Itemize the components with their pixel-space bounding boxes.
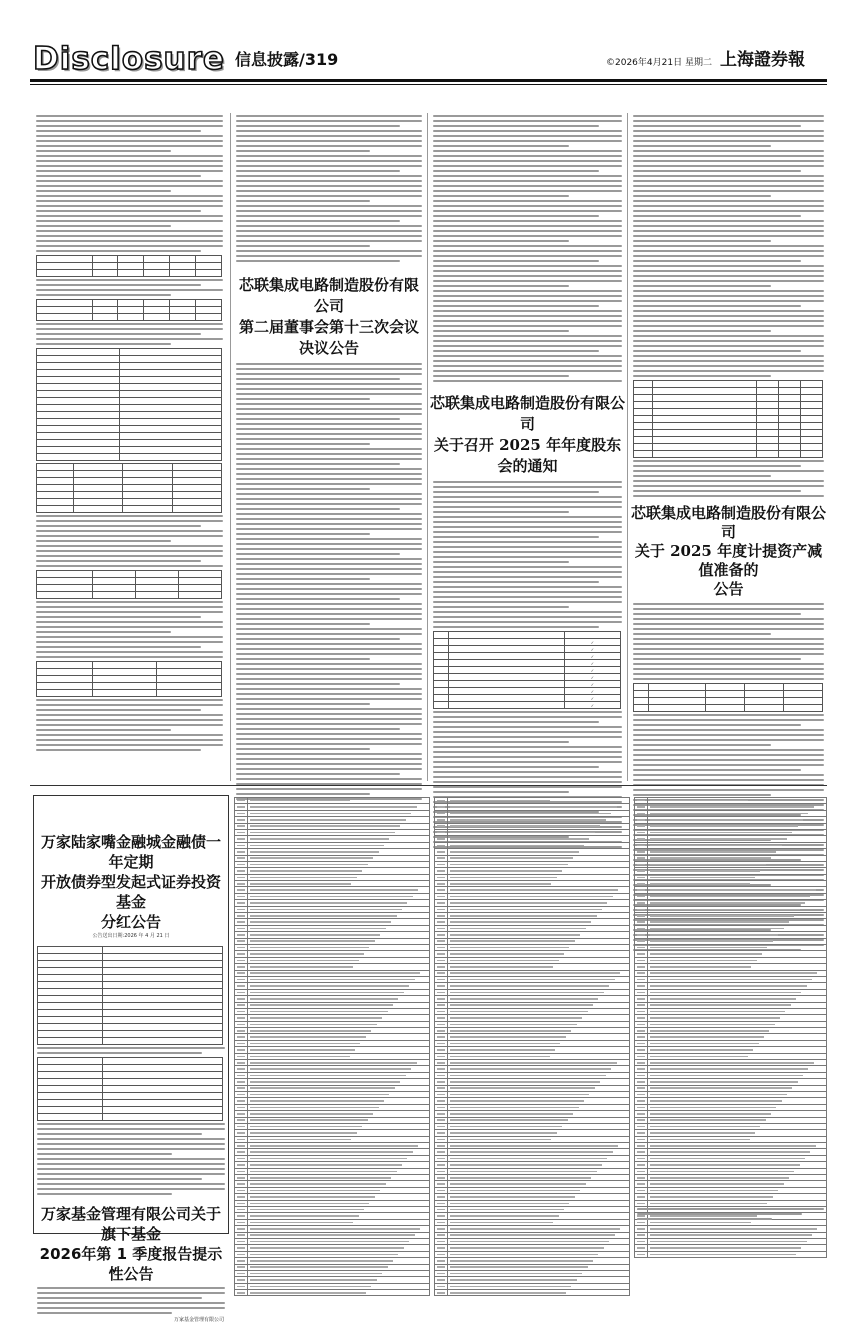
newspaper-name: 上海證券報: [720, 50, 805, 70]
section-separator: [30, 785, 827, 786]
body-text: [33, 115, 226, 252]
table-row: [435, 1290, 630, 1296]
fund-list-footer: [634, 1208, 827, 1232]
fund-dividend-table: [37, 1057, 223, 1121]
data-table: [36, 463, 222, 513]
data-table: [36, 661, 222, 697]
body-text: [630, 460, 827, 497]
fund-list-column-3: [634, 797, 827, 1203]
body-text: [430, 481, 625, 628]
body-text: [630, 603, 827, 680]
body-text: [33, 323, 226, 345]
issue-date: ©2026年4月21日 星期二: [606, 58, 712, 68]
body-text: [34, 1287, 228, 1314]
body-text: [630, 115, 827, 377]
data-table: [36, 299, 222, 321]
impairment-table: [633, 683, 823, 712]
body-text: [33, 699, 226, 751]
body-text: [233, 115, 425, 262]
body-text: [33, 515, 226, 567]
fund-dividend-title: 万家陆家嘴金融城金融债一年定期 开放债券型发起式证券投资基金 分红公告: [40, 833, 221, 931]
body-text: [430, 115, 625, 382]
column-3: [430, 115, 625, 780]
fund-list-table: [234, 797, 430, 1296]
body-text: [33, 279, 226, 296]
fund-report-signature: 万家基金管理有限公司: [173, 1317, 224, 1323]
table-row: [635, 1251, 827, 1257]
table-row: [235, 1290, 430, 1296]
fund-report-title: 万家基金管理有限公司关于旗下基金 2026年第 1 季度报告提示性公告: [39, 1205, 223, 1283]
fund-list-column-1: [234, 797, 430, 1233]
fund-dividend-date: 公告送出日期:2026 年 4 月 21 日: [92, 933, 170, 939]
fund-list-table: [434, 797, 630, 1296]
column-4: [630, 115, 827, 780]
fund-announcement-box: [33, 795, 229, 1323]
fund-list-table: [634, 797, 827, 1258]
body-text: [233, 363, 425, 800]
shareholder-meeting-title: 芯联集成电路制造股份有限公司 关于召开 2025 年年度股东会的通知: [430, 394, 626, 475]
column-2: [233, 115, 425, 780]
masthead-rule: [30, 79, 827, 82]
masthead-rule-thin: [30, 84, 827, 85]
column-1: [33, 115, 226, 780]
section-title: 信息披露/319: [235, 50, 339, 69]
board-resolution-title: 芯联集成电路制造股份有限公司 第二届董事会第十三次会议决议公告: [238, 276, 419, 357]
data-table: [36, 570, 222, 599]
fund-basic-table: [37, 946, 223, 1045]
proxy-form-table: [633, 380, 823, 458]
fund-list-column-2: [434, 797, 630, 1233]
body-text: [33, 601, 226, 658]
column-divider: [230, 113, 231, 781]
body-text: [34, 1047, 228, 1054]
column-divider: [427, 113, 428, 781]
impairment-title: 芯联集成电路制造股份有限公司 关于 2025 年度计提资产减值准备的 公告: [630, 504, 826, 598]
body-text: [34, 1123, 228, 1195]
brand-logo: Disclosure: [33, 41, 225, 77]
column-divider: [627, 113, 628, 781]
data-table: [36, 255, 222, 277]
data-table: [36, 348, 222, 461]
masthead: [0, 0, 857, 85]
agenda-table: ✓ ✓ ✓ ✓ ✓ ✓ ✓ ✓ ✓ ✓: [433, 631, 621, 709]
